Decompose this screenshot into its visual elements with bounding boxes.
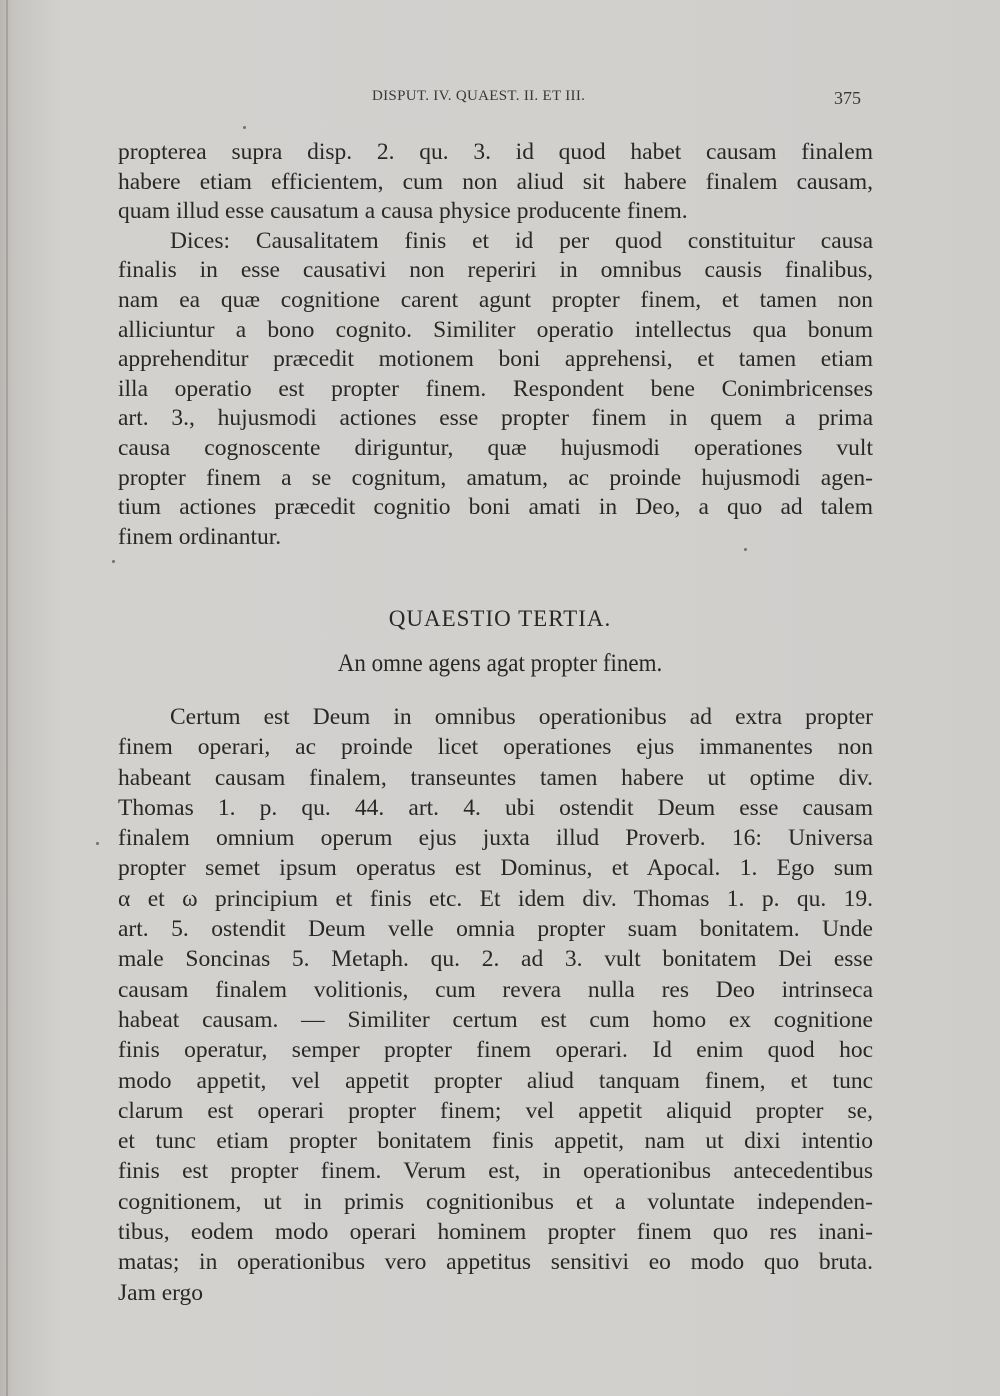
section-subheading: An omne agens agat propter finem.: [337, 650, 663, 677]
text-line: finalem omnium operum ejus juxta illud Proverb. 16: Universa: [118, 825, 873, 852]
section-heading: QUAESTIO TERTIA.: [388, 606, 612, 631]
print-speck: [112, 560, 115, 563]
text-line: alliciuntur a bono cognito. Similiter operatio intellectus qua bonum: [118, 316, 873, 343]
text-line: Dices: Causalitatem finis et id per quod constituitur causa: [170, 227, 873, 254]
text-line: finis est propter finem. Verum est, in operationibus antecedentibus: [118, 1158, 873, 1185]
text-line: modo appetit, vel appetit propter aliud tanquam finem, et tunc: [118, 1067, 873, 1094]
text-line: propter semet ipsum operatus est Dominus, et Apocal. 1. Ego sum: [118, 855, 873, 882]
text-line: quam illud esse causatum a causa physice producente finem.: [118, 198, 688, 225]
print-speck: [96, 842, 99, 845]
text-line: cognitionem, ut in primis cognitionibus et a voluntate independen-: [118, 1188, 873, 1215]
text-line: α et ω principium et finis etc. Et idem div. Thomas 1. p. qu. 19.: [118, 885, 873, 912]
running-header: [0, 88, 1000, 112]
text-line: causa cognoscente diriguntur, quæ hujusmodi operationes vult: [118, 434, 873, 461]
print-speck: [744, 548, 747, 551]
text-line: art. 5. ostendit Deum velle omnia propter suam bonitatem. Unde: [118, 916, 873, 943]
text-line: finem ordinantur.: [118, 523, 282, 550]
text-line: Certum est Deum in omnibus operationibus ad extra propter: [170, 704, 873, 730]
text-line: propter finem a se cognitum, amatum, ac proinde hujusmodi agen-: [118, 464, 873, 491]
text-line: nam ea quæ cognitione carent agunt propter finem, et tamen non: [118, 286, 873, 313]
text-line: finis operatur, semper propter finem operari. Id enim quod hoc: [118, 1037, 873, 1064]
print-speck: [243, 126, 246, 129]
text-line: Jam ergo: [118, 1279, 204, 1306]
text-line: Thomas 1. p. qu. 44. art. 4. ubi ostendit Deum esse causam: [118, 794, 873, 821]
text-line: propterea supra disp. 2. qu. 3. id quod habet causam finalem: [118, 139, 873, 165]
text-line: tibus, eodem modo operari hominem propter finem quo res inani-: [118, 1219, 873, 1246]
text-line: illa operatio est propter finem. Respondent bene Conimbricenses: [118, 375, 873, 402]
text-line: et tunc etiam propter bonitatem finis appetit, nam ut dixi intentio: [118, 1128, 873, 1155]
binding-edge: [6, 0, 8, 1396]
text-line: matas; in operationibus vero appetitus sensitivi eo modo quo bruta.: [118, 1249, 873, 1276]
paragraph-block-main: [118, 702, 873, 1308]
text-line: finem operari, ac proinde licet operationes ejus immanentes non: [118, 734, 873, 761]
page-number: 375: [834, 88, 861, 108]
text-line: male Soncinas 5. Metaph. qu. 2. ad 3. vult bonitatem Dei esse: [118, 946, 873, 973]
running-title: DISPUT. IV. QUAEST. II. ET III.: [372, 88, 586, 104]
paragraph-block-continuation: [118, 138, 873, 552]
text-line: clarum est operari propter finem; vel appetit aliquid propter se,: [118, 1097, 873, 1124]
text-line: art. 3., hujusmodi actiones esse propter finem in quem a prima: [118, 405, 873, 432]
text-line: habere etiam efficientem, cum non aliud sit habere finalem causam,: [118, 168, 873, 195]
text-line: habeant causam finalem, transeuntes tamen habere ut optime div.: [118, 764, 873, 791]
text-line: causam finalem volitionis, cum revera nulla res Deo intrinseca: [118, 976, 873, 1003]
text-line: finalis in esse causativi non reperiri in omnibus causis finalibus,: [118, 257, 873, 284]
text-line: apprehenditur præcedit motionem boni apprehensi, et tamen etiam: [118, 346, 873, 373]
text-line: habeat causam. — Similiter certum est cum homo ex cognitione: [118, 1006, 873, 1033]
text-line: tium actiones præcedit cognitio boni amati in Deo, a quo ad talem: [118, 494, 873, 521]
